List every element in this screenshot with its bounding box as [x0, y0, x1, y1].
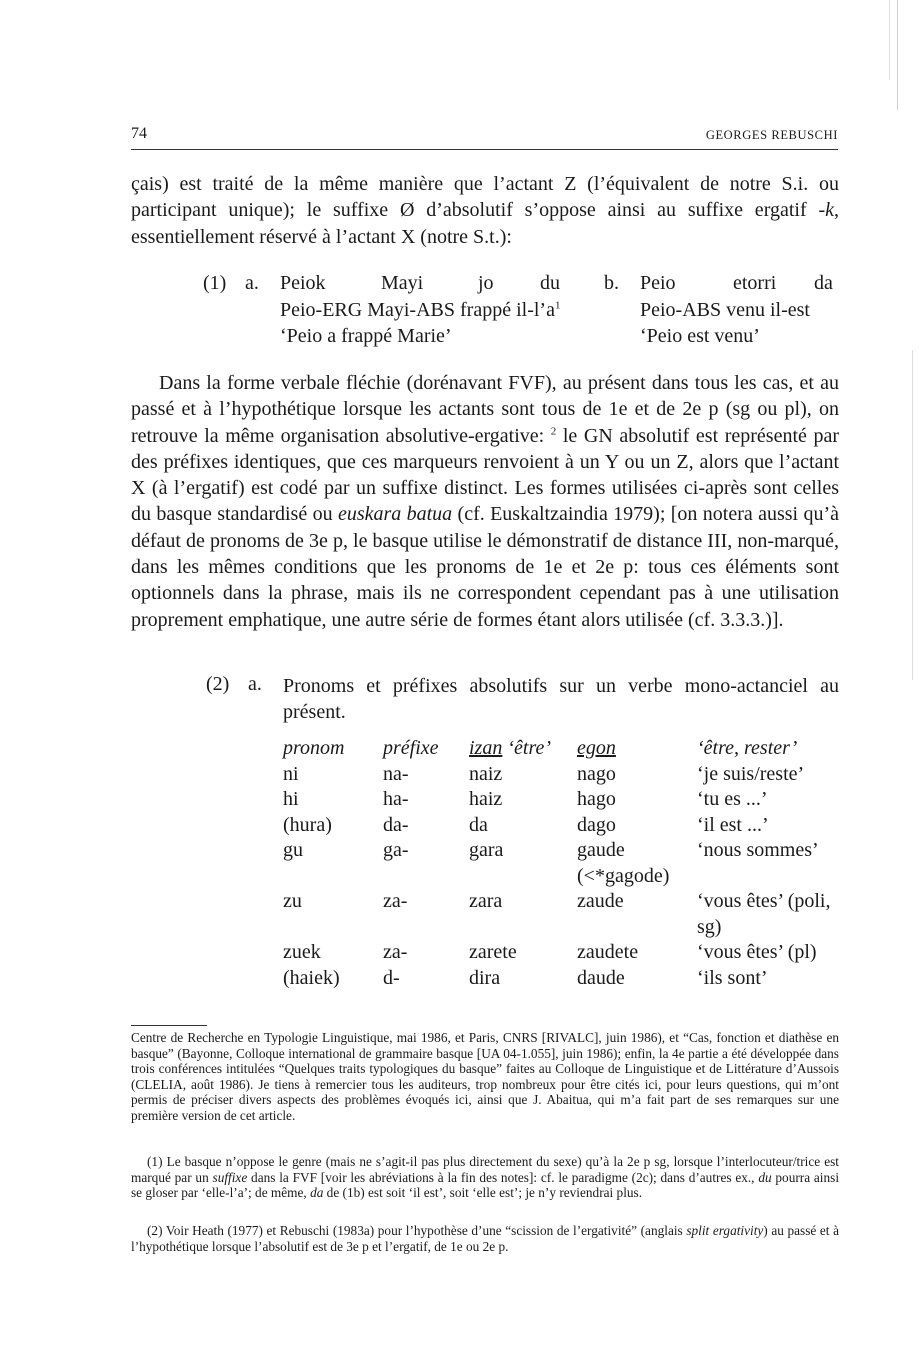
table-cell: ha- [383, 788, 409, 810]
example-word: Peiok [280, 272, 326, 294]
example-number: (1) [203, 272, 227, 294]
table-cell: za- [383, 941, 408, 963]
table-cell: ‘tu es ...’ [697, 788, 768, 810]
example-word: da [814, 272, 833, 294]
para1-text: , essentiellement réservé à l’actant X (notre S.t.): [131, 199, 839, 248]
example-word: Mayi [381, 272, 424, 294]
example-translation: ‘Peio est venu’ [640, 325, 760, 347]
standard-basque-term: euskara batua [337, 503, 453, 526]
table-cell: dago [577, 813, 616, 836]
table-cell: gaude (<*gagode) [577, 839, 670, 887]
paragraph-2 [131, 370, 839, 633]
example-word: du [540, 272, 560, 294]
scan-edge-line [889, 0, 890, 80]
footnote-1 [131, 1154, 839, 1201]
fn-text: (2) Voir Heath (1977) et Rebuschi (1983a) pour l’hypothèse d’une “scission de l’ergativité” (anglais [147, 1223, 687, 1238]
table-cell: naiz [469, 762, 503, 785]
example-letter: b. [604, 272, 619, 294]
table-row [283, 762, 843, 788]
table-cell: zaudete [577, 941, 639, 963]
example-translation: ‘Peio a frappé Marie’ [280, 325, 452, 347]
table-row [283, 838, 843, 889]
example-letter: a. [245, 272, 259, 294]
table-cell: ga- [383, 839, 409, 861]
fn-italic: split ergativity [686, 1223, 764, 1238]
table-row [283, 966, 843, 992]
scan-edge-line [897, 0, 898, 110]
table-cell: zarete [469, 941, 517, 963]
table-cell: ‘vous êtes’ (poli, sg) [697, 890, 831, 938]
table-cell: gara [469, 839, 504, 861]
table-cell: ni [283, 762, 299, 785]
footnote-rule [131, 1025, 207, 1026]
table-cell: nago [577, 762, 616, 785]
table-cell: (hura) [283, 813, 332, 836]
example-word: Peio [640, 272, 676, 294]
example-gloss: Peio-ABS venu il-est [640, 299, 810, 321]
table-cell: zara [469, 890, 503, 912]
table-cell: gu [283, 839, 303, 861]
footnote-continued: Centre de Recherche en Typologie Linguistique, mai 1986, et Paris, CNRS [RIVALC], juin 1986), et “Cas, fonction et diathèse en basque” (Bayonne, Colloque international de grammaire basque [UA 04-1.055], juin 1986); enfin, la 4e partie a été développée dans trois conférences intitulées “Quelques traits typologiques du basque” faites au Colloque de Linguistique et de Littérature d’Aussois (CLELIA, août 1986). Je tiens à remercier tous les auditeurs, trop nombreux pour être cités ici, pour leurs questions, qui m’ont permis de préciser divers aspects des problèmes évoqués ici, ainsi que J. Abaitua, qui m’a fait part de ses remarques sur une première version de cet article. [131, 1030, 839, 1123]
fn-italic: suffixe [212, 1169, 248, 1185]
running-head: GEORGES REBUSCHI [705, 128, 838, 142]
fn-text: dans la FVF [voir les abréviations à la fin des notes]: cf. le paradigme (2c); dans d’autres ex., [247, 1169, 759, 1185]
ergative-suffix: -k [818, 199, 834, 222]
fn-text: ) au passé et à l’hypothétique lorsque l’absolutif est de 3e p et l’ergatif, de 1e ou 2e p. [131, 1223, 839, 1254]
page-number: 74 [131, 125, 147, 142]
verb-izan: izan [469, 737, 503, 759]
table-cell: hi [283, 788, 299, 810]
col-header-izan [469, 736, 577, 762]
gloss-text: Peio-ERG Mayi-ABS frappé il-l’a [280, 299, 555, 321]
table-cell: za- [383, 890, 408, 912]
table-cell: ‘je suis/reste’ [697, 762, 805, 785]
scan-edge-line [912, 350, 913, 680]
verb-izan-gloss: ‘être’ [507, 737, 552, 759]
fn-text: (1) Le basque n’oppose le genre (mais ne s’agit-il pas plus directement du sexe) qu’à la 2e p sg, lorsque l’interlocuteur/trice est marqué par un [131, 1154, 839, 1185]
table-cell: da [469, 813, 488, 836]
table-cell: haiz [469, 788, 503, 810]
paradigm-table [283, 736, 843, 991]
table-cell: ‘nous sommes’ [697, 839, 819, 861]
example-word: etorri [733, 272, 777, 294]
para2-text: le GN absolutif est représenté par des préfixes identiques, que ces marqueurs renvoient à un Y ou un Z, alors que l’actant X (à l’ergatif) est codé par un suffixe distinct. Les formes utilisées ci-après sont celles du basque standardisé ou [131, 424, 839, 526]
example-gloss [280, 297, 560, 323]
col-header-pronom: pronom [283, 737, 345, 759]
table-cell: zaude [577, 890, 624, 912]
table-cell: ‘ils sont’ [697, 966, 768, 989]
col-header-prefixe: préfixe [383, 737, 439, 759]
table-cell: zu [283, 890, 302, 912]
para1-text: çais) est traité de la même manière que l’actant Z (l’équivalent de notre S.i. ou participant unique); le suffixe Ø d’absolutif s’oppose ainsi au suffixe ergatif [131, 173, 839, 222]
col-header-gloss: ‘être, rester’ [697, 737, 798, 759]
example-letter: a. [248, 673, 262, 695]
table-row [283, 940, 843, 966]
table-cell: ‘vous êtes’ (pl) [697, 941, 817, 963]
table-cell: dira [469, 966, 501, 989]
table-cell: ‘il est ...’ [697, 813, 769, 836]
table-cell: na- [383, 762, 409, 785]
example-2-title: Pronoms et préfixes absolutifs sur un verbe mono-actanciel au présent. [283, 675, 839, 723]
table-row [283, 787, 843, 813]
page-header [131, 125, 838, 150]
example-word: jo [478, 272, 494, 294]
table-cell: daude [577, 966, 625, 989]
footnote-ref: 2 [550, 424, 557, 437]
fn-italic: du [758, 1169, 772, 1185]
para2-text: Dans la forme verbale fléchie (dorénavant FVF), au présent dans tous les cas, et au passé et à l’hypothétique lorsque les actants sont tous de 1e et de 2e p (sg ou pl), on retrouve la même organisation absolutive-ergative: [131, 372, 839, 447]
footnote-2 [131, 1223, 839, 1254]
footnote-ref: 1 [554, 299, 561, 312]
table-row [283, 813, 843, 839]
para2-text: (cf. Euskaltzaindia 1979); [on notera aussi qu’à défaut de pronoms de 3e p, le basque utilise le démonstratif de distance III, non-marqué, dans les mêmes conditions que les pronoms de 1e et 2e p: tous ces éléments sont optionnels dans la phrase, mais ils ne correspondent cependant pas à une utilisation proprement emphatique, une autre série de formes étant alors utilisée (cf. 3.3.3.)]. [131, 503, 839, 631]
verb-egon: egon [577, 737, 616, 759]
paragraph-1 [131, 171, 839, 250]
table-cell: zuek [283, 941, 321, 963]
example-number: (2) [206, 673, 230, 695]
table-cell: (haiek) [283, 966, 340, 989]
table-cell: d- [383, 966, 400, 989]
fn-italic: da [310, 1185, 324, 1201]
table-cell: da- [383, 813, 409, 836]
fn-text: de (1b) est soit ‘il est’, soit ‘elle est’; je n’y reviendrai plus. [323, 1185, 643, 1201]
table-cell: hago [577, 788, 616, 810]
fn-text: pourra ainsi se gloser par ‘elle-l’a’; de même, [131, 1169, 840, 1201]
table-header-row [283, 736, 843, 762]
table-row [283, 889, 843, 940]
col-header-egon [577, 736, 697, 762]
